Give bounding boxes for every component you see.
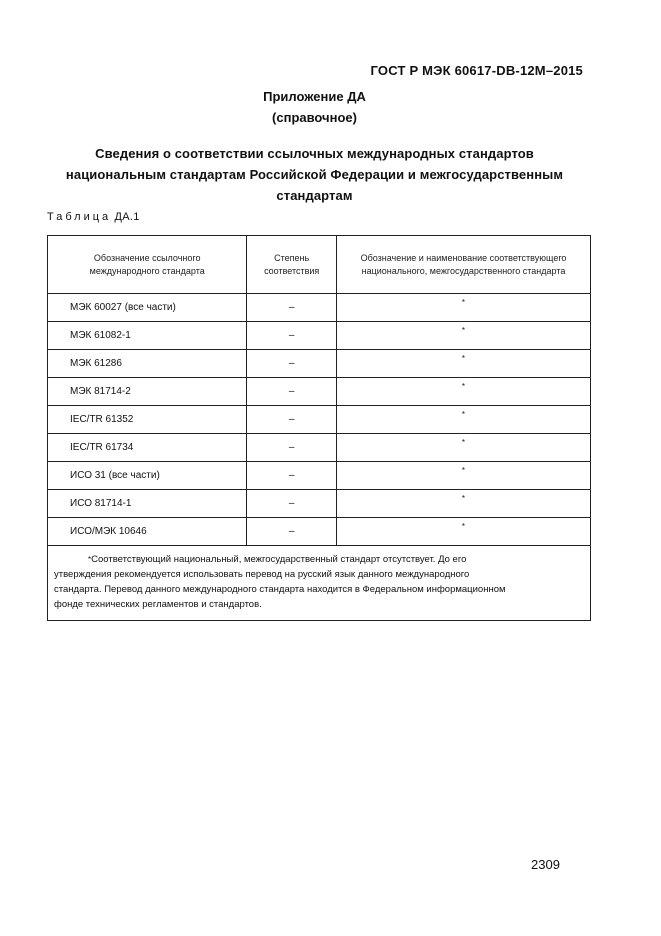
table-caption-id: ДА.1 <box>114 211 140 223</box>
header-text: Обозначение и наименование соответствующего <box>360 252 567 263</box>
page-number: 2309 <box>531 857 560 872</box>
degree-cell: – <box>247 378 337 406</box>
section-title-line: стандартам <box>276 188 353 203</box>
table-row <box>48 406 591 434</box>
national-cell: * <box>336 518 590 546</box>
standard-cell: ИСО/МЭК 10646 <box>48 518 247 546</box>
national-cell: * <box>336 406 590 434</box>
degree-cell: – <box>247 294 337 322</box>
appendix-title: Приложение ДА <box>263 89 366 104</box>
degree-cell: – <box>247 518 337 546</box>
degree-cell: – <box>247 462 337 490</box>
appendix-subtitle: (справочное) <box>272 110 357 125</box>
national-cell: * <box>336 490 590 518</box>
national-cell: * <box>336 378 590 406</box>
header-text: Степень <box>274 252 310 263</box>
table-row <box>48 434 591 462</box>
standard-cell: МЭК 61286 <box>48 350 247 378</box>
table-caption-prefix: Таблица <box>47 211 112 223</box>
table-header-row <box>48 236 591 294</box>
standard-cell: МЭК 81714-2 <box>48 378 247 406</box>
header-national-standard <box>336 236 590 294</box>
table-row <box>48 350 591 378</box>
standard-cell: ИСО 81714-1 <box>48 490 247 518</box>
footnote-line <box>54 552 584 567</box>
appendix-heading <box>0 86 629 128</box>
header-text: международного стандарта <box>89 265 205 276</box>
national-cell: * <box>336 322 590 350</box>
header-text: Обозначение ссылочного <box>93 252 201 263</box>
header-international-standard <box>48 236 247 294</box>
table-footnote-row <box>48 546 591 621</box>
degree-cell: – <box>247 322 337 350</box>
footnote-line: утверждения рекомендуется использовать перевод на русский язык данного международного <box>54 569 470 580</box>
degree-cell: – <box>247 434 337 462</box>
document-code: ГОСТ Р МЭК 60617-DB-12M–2015 <box>370 63 583 78</box>
table-row <box>48 378 591 406</box>
header-text: национального, межгосударственного стандарта <box>361 265 566 276</box>
standard-cell: МЭК 61082-1 <box>48 322 247 350</box>
standard-cell: МЭК 60027 (все части) <box>48 294 247 322</box>
standard-cell: ИСО 31 (все части) <box>48 462 247 490</box>
national-cell: * <box>336 462 590 490</box>
table-row <box>48 490 591 518</box>
national-cell: * <box>336 434 590 462</box>
national-cell: * <box>336 350 590 378</box>
footnote-star: * <box>88 555 92 564</box>
section-title-line: Сведения о соответствии ссылочных международных стандартов <box>95 146 534 161</box>
header-text: соответствия <box>264 265 320 276</box>
standard-cell: IEC/TR 61734 <box>48 434 247 462</box>
header-degree <box>247 236 337 294</box>
table-footnote <box>48 546 591 621</box>
standard-cell: IEC/TR 61352 <box>48 406 247 434</box>
table-row <box>48 462 591 490</box>
degree-cell: – <box>247 406 337 434</box>
table-row <box>48 518 591 546</box>
footnote-line: стандарта. Перевод данного международного стандарта находится в Федеральном информационном <box>54 584 506 595</box>
section-title <box>0 143 629 206</box>
national-cell: * <box>336 294 590 322</box>
table-caption <box>47 211 140 223</box>
table-row <box>48 294 591 322</box>
degree-cell: – <box>247 350 337 378</box>
section-title-line: национальным стандартам Российской Федерации и межгосударственным <box>65 167 564 182</box>
footnote-line: фонде технических регламентов и стандартов. <box>54 599 262 610</box>
standards-table <box>47 235 591 621</box>
footnote-text: Соответствующий национальный, межгосударственный стандарт отсутствует. До его <box>91 554 467 565</box>
degree-cell: – <box>247 490 337 518</box>
table-row <box>48 322 591 350</box>
